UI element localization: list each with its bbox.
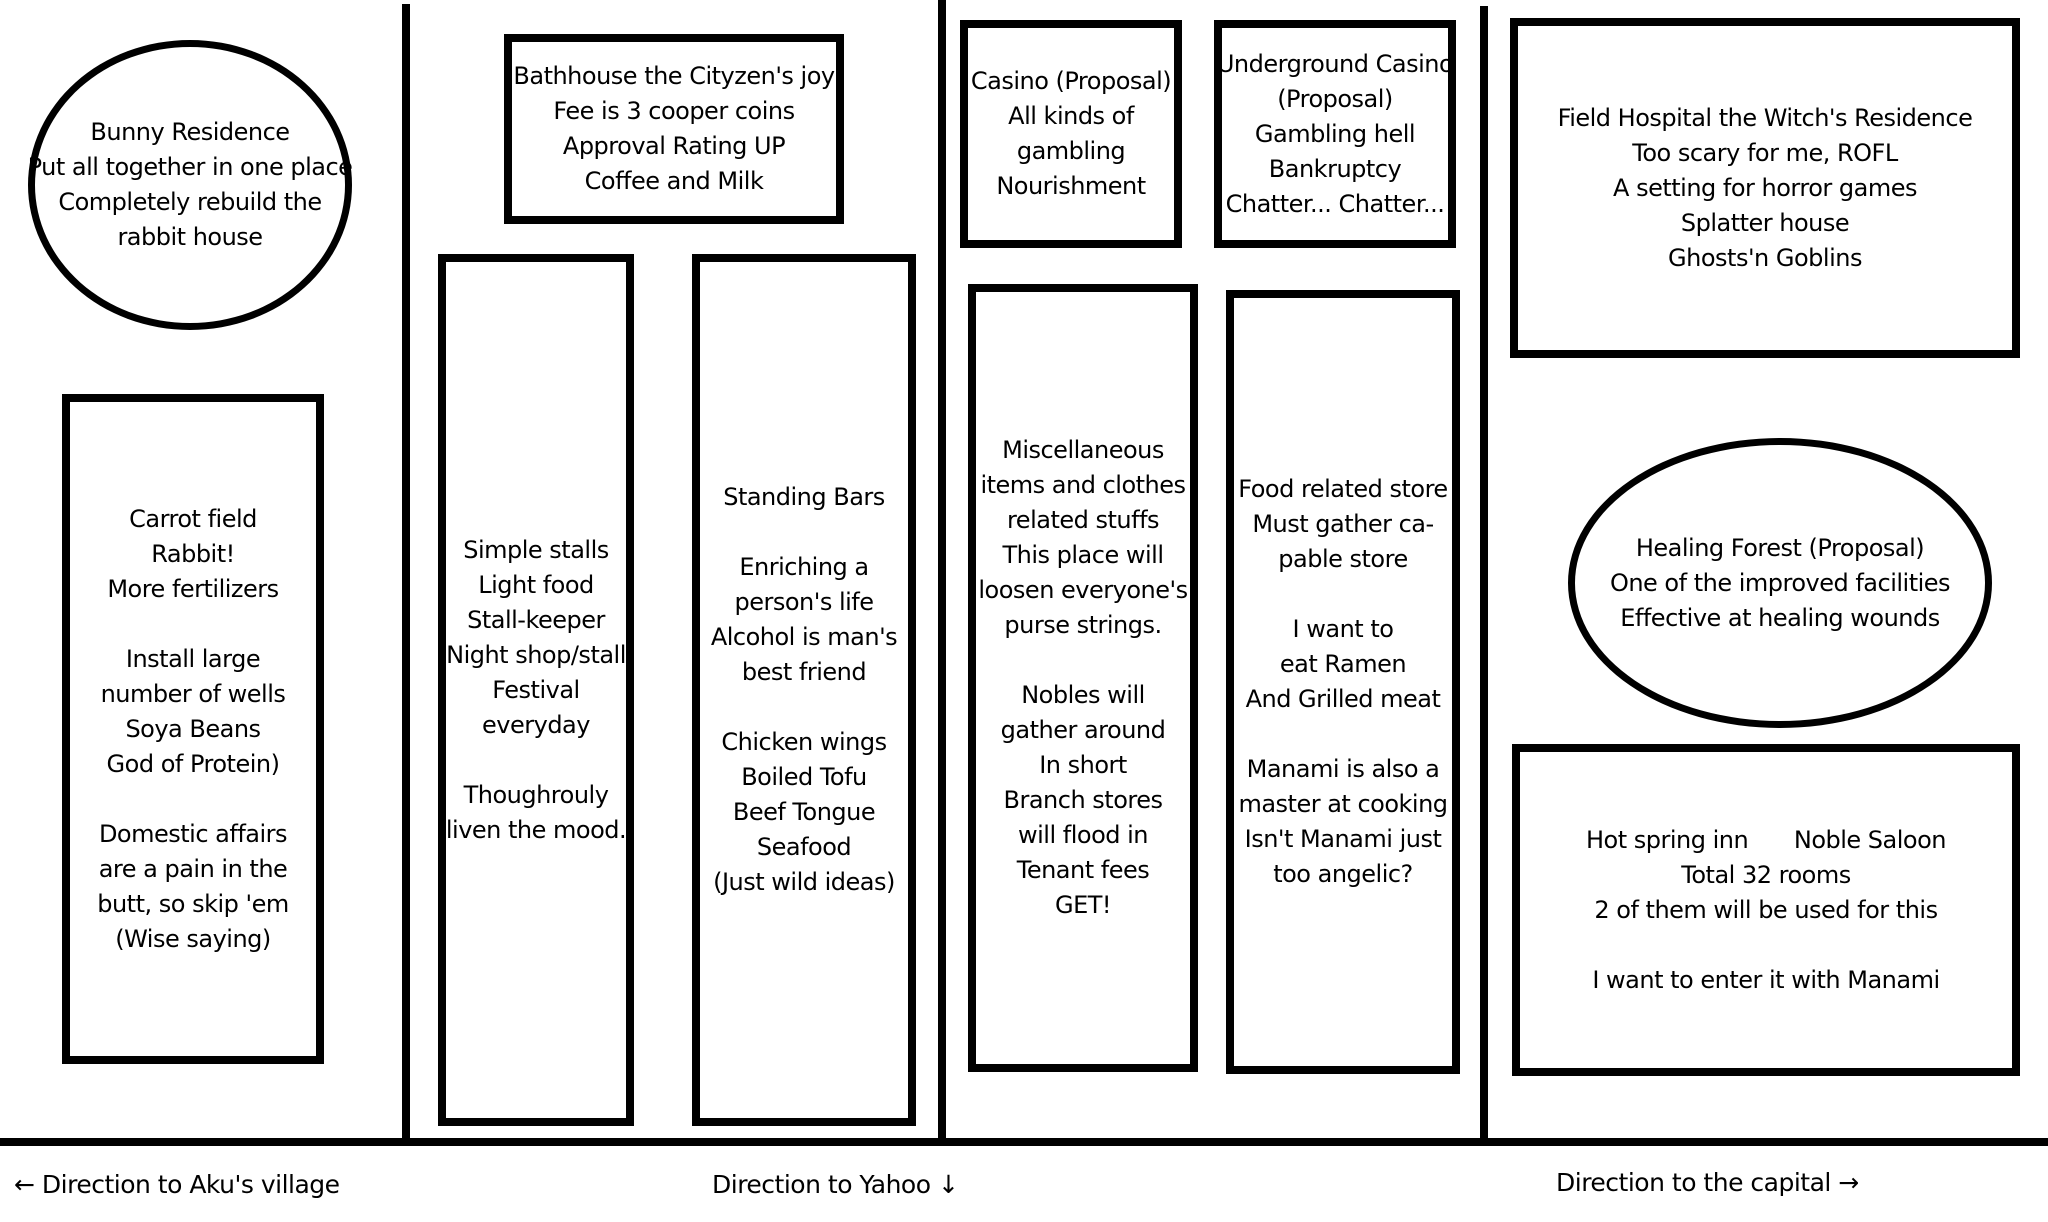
text-line: Coffee and Milk <box>584 167 764 195</box>
text-line: person's life <box>734 588 874 616</box>
text-line: Nobles will <box>1021 681 1145 709</box>
text-line: GET! <box>1054 891 1112 919</box>
text-line: Completely rebuild the <box>58 188 322 216</box>
text-line: gather around <box>1000 716 1166 744</box>
text-line: best friend <box>741 658 867 686</box>
direction-yahoo: Direction to Yahoo ↓ <box>712 1170 959 1199</box>
text-line: gambling <box>1016 137 1126 165</box>
text-line: Soya Beans <box>125 714 261 743</box>
text-line: Miscellaneous <box>1002 436 1164 464</box>
text-line: Healing Forest (Proposal) <box>1635 533 1925 562</box>
text-line: Gambling hell <box>1254 119 1416 148</box>
casino-proposal <box>960 20 1182 248</box>
hot-spring-title: Hot spring inn <box>1586 825 1749 854</box>
text-line: Splatter house <box>1680 208 1850 237</box>
text-line: More fertilizers <box>107 574 279 603</box>
misc-items-store <box>968 284 1198 1072</box>
text-line: Ghosts'n Goblins <box>1668 243 1862 272</box>
direction-capital: Direction to the capital → <box>1556 1168 1859 1197</box>
text-line: Festival <box>492 675 580 704</box>
hot-spring-inn <box>1512 744 2020 1076</box>
text-line: will flood in <box>1018 821 1148 849</box>
text-line: Night shop/stall <box>446 640 626 669</box>
text-line: Seafood <box>756 833 852 861</box>
text-line: liven the mood. <box>445 815 627 844</box>
text-line: Install large <box>125 644 261 673</box>
text-line: Approval Rating UP <box>562 132 786 160</box>
text-line: I want to enter it with Manami <box>1592 965 1940 994</box>
text-line: Manami is also a <box>1246 755 1440 783</box>
text-line: Must gather ca- <box>1252 510 1434 538</box>
text-line: Domestic affairs <box>98 819 288 848</box>
text-line: I want to <box>1292 615 1394 643</box>
text-line: loosen everyone's <box>978 576 1188 604</box>
underground-casino <box>1214 20 1456 248</box>
text-line: Chatter... Chatter... <box>1225 189 1445 218</box>
road-divider-1 <box>402 4 410 1142</box>
carrot-field <box>62 394 324 1064</box>
text-line: Casino (Proposal) <box>970 67 1172 95</box>
text-line: Light food <box>478 570 594 599</box>
main-road-line <box>0 1138 2048 1146</box>
text-line: Carrot field <box>129 504 257 533</box>
simple-stalls <box>438 254 634 1126</box>
text-line: number of wells <box>100 679 286 708</box>
healing-forest <box>1568 438 1992 728</box>
food-store <box>1226 290 1460 1074</box>
text-line: Total 32 rooms <box>1681 860 1851 889</box>
text-line: And Grilled meat <box>1245 685 1441 713</box>
noble-saloon-title: Noble Saloon <box>1793 825 1946 854</box>
text-line: Enriching a <box>739 553 869 581</box>
text-line: God of Protein) <box>106 749 280 778</box>
text-line: Beef Tongue <box>732 798 876 826</box>
text-line: Food related store <box>1238 475 1448 503</box>
text-line: Field Hospital the Witch's Residence <box>1557 103 1973 132</box>
text-line: Bunny Residence <box>90 118 290 146</box>
text-line: Too scary for me, ROFL <box>1632 138 1898 167</box>
standing-bars <box>692 254 916 1126</box>
text-line: Underground Casino <box>1216 49 1454 78</box>
text-line: everyday <box>482 710 590 739</box>
hot-spring-title-row <box>1586 823 1946 858</box>
text-line: Rabbit! <box>151 539 235 568</box>
hot-spring-lines <box>1592 858 1939 998</box>
text-line: Nourishment <box>996 172 1146 200</box>
field-hospital <box>1510 18 2020 358</box>
text-line: Bankruptcy <box>1268 154 1402 183</box>
text-line: In short <box>1039 751 1127 779</box>
text-line: purse strings. <box>1004 611 1162 639</box>
text-line: Boiled Tofu <box>741 763 867 791</box>
text-line: One of the improved facilities <box>1609 568 1951 597</box>
text-line: items and clothes <box>980 471 1186 499</box>
text-line: Chicken wings <box>721 728 887 756</box>
text-line: Effective at healing wounds <box>1620 603 1940 632</box>
text-line: (Just wild ideas) <box>713 868 895 896</box>
direction-aku-village: ← Direction to Aku's village <box>14 1170 340 1199</box>
text-line: Branch stores <box>1003 786 1163 814</box>
road-divider-3 <box>1480 6 1488 1142</box>
text-line: Tenant fees <box>1016 856 1150 884</box>
text-line: Stall-keeper <box>467 605 605 634</box>
text-line: Standing Bars <box>723 483 885 511</box>
text-line: 2 of them will be used for this <box>1594 895 1938 924</box>
text-line: Fee is 3 cooper coins <box>553 97 795 125</box>
text-line: related stuffs <box>1006 506 1160 534</box>
text-line: too angelic? <box>1273 860 1413 888</box>
text-line: All kinds of <box>1008 102 1134 130</box>
bunny-residence <box>28 40 352 330</box>
text-line: Thoughrouly <box>463 780 609 809</box>
text-line: Simple stalls <box>463 535 609 564</box>
bathhouse <box>504 34 844 224</box>
text-line: rabbit house <box>117 223 263 251</box>
text-line: Bathhouse the Cityzen's joy <box>513 62 835 90</box>
text-line: Put all together in one place <box>27 153 353 181</box>
text-line: pable store <box>1278 545 1408 573</box>
text-line: This place will <box>1002 541 1164 569</box>
text-line: A setting for horror games <box>1613 173 1917 202</box>
text-line: are a pain in the <box>98 854 288 883</box>
text-line: (Wise saying) <box>115 924 271 953</box>
text-line: Alcohol is man's <box>710 623 898 651</box>
text-line: eat Ramen <box>1279 650 1407 678</box>
text-line: master at cooking <box>1238 790 1448 818</box>
text-line: Isn't Manami just <box>1244 825 1442 853</box>
text-line: (Proposal) <box>1277 84 1393 113</box>
road-divider-2 <box>938 0 946 1142</box>
text-line: butt, so skip 'em <box>97 889 289 918</box>
